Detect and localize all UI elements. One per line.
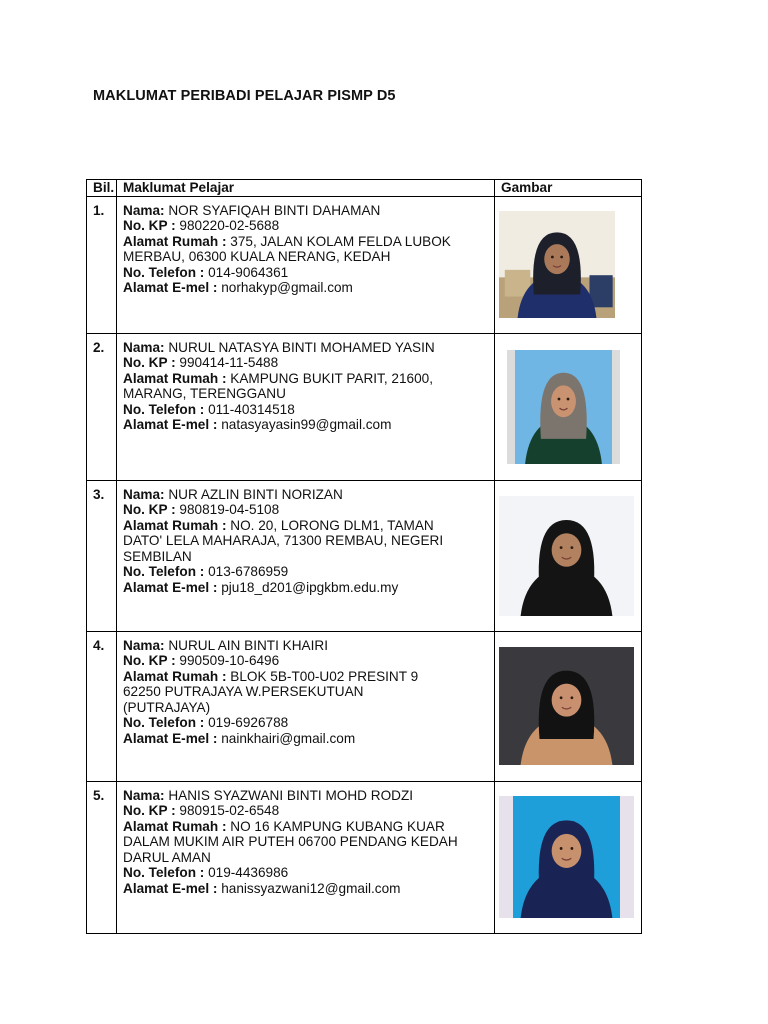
student-name-line (123, 487, 488, 503)
table-row (87, 333, 642, 480)
address-label: Alamat Rumah : (123, 517, 227, 533)
table-row (87, 631, 642, 781)
student-name-label: Nama: (123, 339, 165, 355)
address-value: MERBAU, 06300 KUALA NERANG, KEDAH (123, 249, 391, 264)
phone-label: No. Telefon : (123, 401, 205, 417)
email-value: norhakyp@gmail.com (221, 280, 353, 295)
email-line (123, 881, 488, 897)
address-line (123, 700, 488, 716)
phone-line (123, 715, 488, 731)
student-photo (507, 350, 620, 464)
ic-number-label: No. KP : (123, 653, 176, 668)
student-photo (499, 496, 634, 616)
row-number: 4. (87, 631, 117, 781)
student-name-value: NURUL AIN BINTI KHAIRI (168, 637, 328, 653)
student-name-value: NOR SYAFIQAH BINTI DAHAMAN (168, 202, 381, 218)
email-value: hanissyazwani12@gmail.com (221, 880, 401, 896)
ic-number-label: No. KP : (123, 803, 176, 818)
address-value: SEMBILAN (123, 548, 192, 564)
ic-number-value: 990414-11-5488 (179, 355, 279, 370)
photo-cell (495, 480, 642, 631)
row-number: 5. (87, 781, 117, 933)
student-info (117, 333, 495, 480)
table-row (87, 480, 642, 631)
address-value: 62250 PUTRAJAYA W.PERSEKUTUAN (123, 684, 364, 699)
address-value: DALAM MUKIM AIR PUTEH 06700 PENDANG KEDAH (123, 834, 458, 849)
phone-line (123, 402, 488, 418)
ic-number-line (123, 502, 488, 518)
email-value: natasyayasin99@gmail.com (221, 417, 392, 432)
address-value: KAMPUNG BUKIT PARIT, 21600, (230, 370, 433, 386)
table-row (87, 196, 642, 333)
student-name-label: Nama: (123, 202, 165, 218)
email-label: Alamat E-mel : (123, 730, 218, 746)
address-line (123, 518, 488, 534)
address-value: NO. 20, LORONG DLM1, TAMAN (230, 517, 434, 533)
address-value: BLOK 5B-T00-U02 PRESINT 9 (230, 668, 419, 684)
phone-line (123, 564, 488, 580)
address-line (123, 533, 488, 549)
address-line (123, 549, 488, 565)
email-line (123, 417, 488, 433)
row-number: 3. (87, 480, 117, 631)
ic-number-value: 980915-02-6548 (179, 803, 280, 818)
student-name-label: Nama: (123, 787, 165, 803)
address-label: Alamat Rumah : (123, 668, 227, 684)
address-value: 375, JALAN KOLAM FELDA LUBOK (230, 233, 451, 249)
address-value: DARUL AMAN (123, 849, 211, 865)
ic-number-label: No. KP : (123, 355, 176, 370)
student-name-value: NUR AZLIN BINTI NORIZAN (168, 486, 343, 502)
table-header-row (87, 180, 642, 197)
ic-number-label: No. KP : (123, 502, 176, 517)
phone-value: 011-40314518 (208, 401, 295, 417)
table-row (87, 781, 642, 933)
ic-number-label: No. KP : (123, 218, 176, 233)
student-name-label: Nama: (123, 637, 165, 653)
email-label: Alamat E-mel : (123, 280, 218, 295)
student-name-value: HANIS SYAZWANI BINTI MOHD RODZI (168, 787, 414, 803)
address-label: Alamat Rumah : (123, 818, 227, 834)
header-photo: Gambar (495, 180, 642, 197)
address-label: Alamat Rumah : (123, 233, 227, 249)
row-number: 2. (87, 333, 117, 480)
address-value: DATO' LELA MAHARAJA, 71300 REMBAU, NEGERI (123, 533, 444, 548)
phone-value: 019-4436986 (208, 865, 289, 880)
email-line (123, 580, 488, 596)
address-value: (PUTRAJAYA) (123, 699, 211, 715)
address-line (123, 684, 488, 700)
phone-line (123, 865, 488, 881)
header-bil: Bil. (87, 180, 117, 197)
address-line (123, 850, 488, 866)
phone-value: 014-9064361 (208, 264, 289, 280)
header-info: Maklumat Pelajar (117, 180, 495, 197)
email-line (123, 731, 488, 747)
address-line (123, 819, 488, 835)
student-photo (499, 796, 634, 918)
photo-cell (495, 781, 642, 933)
page-title: MAKLUMAT PERIBADI PELAJAR PISMP D5 (93, 88, 396, 104)
student-photo (499, 211, 615, 318)
email-value: pju18_d201@ipgkbm.edu.my (221, 579, 399, 595)
row-number: 1. (87, 196, 117, 333)
address-line (123, 234, 488, 250)
phone-value: 019-6926788 (208, 715, 289, 730)
email-line (123, 280, 488, 296)
student-name-line (123, 203, 488, 219)
address-line (123, 371, 488, 387)
address-line (123, 834, 488, 850)
student-name-line (123, 340, 488, 356)
phone-label: No. Telefon : (123, 564, 205, 579)
photo-cell (495, 196, 642, 333)
ic-number-line (123, 653, 488, 669)
ic-number-value: 980819-04-5108 (179, 502, 280, 517)
phone-line (123, 265, 488, 281)
address-line (123, 669, 488, 685)
email-value: nainkhairi@gmail.com (221, 730, 356, 746)
photo-cell (495, 333, 642, 480)
address-value: MARANG, TERENGGANU (123, 386, 286, 401)
ic-number-value: 980220-02-5688 (179, 218, 280, 233)
email-label: Alamat E-mel : (123, 417, 218, 432)
student-table (86, 179, 642, 934)
student-info (117, 196, 495, 333)
email-label: Alamat E-mel : (123, 880, 218, 896)
ic-number-line (123, 803, 488, 819)
ic-number-line (123, 355, 488, 371)
address-value: NO 16 KAMPUNG KUBANG KUAR (230, 818, 445, 834)
student-name-value: NURUL NATASYA BINTI MOHAMED YASIN (168, 339, 435, 355)
phone-value: 013-6786959 (208, 564, 289, 579)
phone-label: No. Telefon : (123, 264, 205, 280)
student-info (117, 480, 495, 631)
student-info (117, 781, 495, 933)
phone-label: No. Telefon : (123, 715, 205, 730)
ic-number-value: 990509-10-6496 (179, 653, 280, 668)
student-name-label: Nama: (123, 486, 165, 502)
email-label: Alamat E-mel : (123, 579, 218, 595)
ic-number-line (123, 218, 488, 234)
student-info (117, 631, 495, 781)
address-line (123, 249, 488, 265)
photo-cell (495, 631, 642, 781)
address-line (123, 386, 488, 402)
address-label: Alamat Rumah : (123, 370, 227, 386)
student-name-line (123, 788, 488, 804)
student-photo (499, 647, 634, 765)
student-name-line (123, 638, 488, 654)
phone-label: No. Telefon : (123, 865, 205, 880)
